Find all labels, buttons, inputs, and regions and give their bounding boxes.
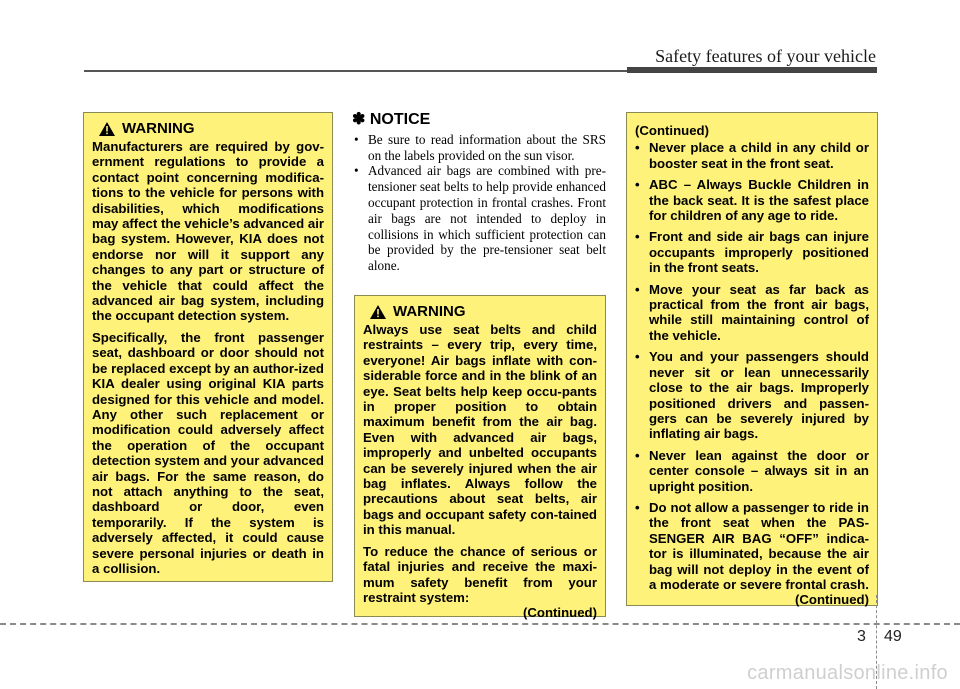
- warning-list: [635, 140, 869, 592]
- notice-list: [352, 132, 606, 274]
- warning-title: WARNING: [122, 120, 195, 138]
- warning-box-right: [626, 112, 878, 606]
- warning-paragraph: Manufacturers are required by gov-ernment regulations to provide a contact point concerning modifica-tions to the vehicle for persons with disabilities, which modifications may affect the vehicle’s advanced air bag system. However, KIA does not endorse nor will it support any changes to any part or structure of the vehicle that could affect the advanced air bag system, including the occupant detection system.: [92, 139, 324, 324]
- header-bar: [627, 67, 877, 73]
- notice-item: • Be sure to read information about the SRS on the labels provided on the sun visor.: [352, 132, 606, 164]
- warning-box-left: [83, 112, 333, 582]
- warning-paragraph: Always use seat belts and child restraints – every trip, every time, everyone! Air bags inflate with con-siderable force and in the blink of an eye. Seat belts help keep occu-pants in proper position to obtain maximum benefit from the air bag. Even with advanced air bags, improperly and unbelted occupants can be severely injured when the air bag inflates. Always follow the precautions about seat belts, air bags and occupant safety con-tained in this manual.: [363, 322, 597, 538]
- continued-label: (Continued): [523, 605, 597, 621]
- notice-title: ✽ NOTICE: [352, 111, 431, 128]
- warning-heading: [369, 304, 597, 320]
- warning-paragraph: Specifically, the front passenger seat, dashboard or door should not be replaced except by an author-ized KIA dealer using original KIA parts designed for this vehicle and model. Any other such replacement or modification could adversely affect the operation of the occupant detection system and your advanced air bags. For the same reason, do not attach anything to the seat, dashboard or door, even temporarily. If the system is adversely affected, it could cause severe personal injuries or death in a collision.: [92, 329, 324, 576]
- warning-paragraph: To reduce the chance of serious or fatal injuries and receive the maxi-mum safety benefit from your restraint system:: [363, 543, 597, 605]
- warning-list-item: • Move your seat as far back as practical from the front air bags, while still maintaining control of the vehicle.: [635, 282, 869, 344]
- continued-label: (Continued): [795, 592, 869, 608]
- warning-list-item: • You and your passengers should never sit or lean unnecessarily close to the air bags. Improperly positioned drivers and passen-gers can be severely injured by inflating air bags.: [635, 349, 869, 441]
- warning-heading: [98, 121, 324, 137]
- warning-box-middle: [354, 295, 606, 621]
- watermark: carmanualsonline.info: [747, 662, 948, 684]
- footer-rule: [0, 623, 960, 625]
- section-title: Safety features of your vehicle: [655, 46, 876, 66]
- header-rule: [84, 70, 627, 72]
- warning-list-item: • Do not allow a passenger to ride in the front seat when the PAS-SENGER AIR BAG “OFF” indica-tor is illuminated, because the air bag will not deploy in the event of a moderate or severe frontal crash.: [635, 500, 869, 592]
- warning-list-item: • Front and side air bags can injure occupants improperly positioned in the front seats.: [635, 229, 869, 275]
- warning-list-item: • Never place a child in any child or booster seat in the front seat.: [635, 140, 869, 171]
- warning-triangle-icon: [369, 304, 387, 320]
- warning-title: WARNING: [393, 303, 466, 321]
- notice-item: • Advanced air bags are combined with pre-tensioner seat belts to help provide enhanced occupant protection in frontal crashes. Front air bags are not intended to deploy in collisions in which sufficient protection can be provided by the pre-tensioner seat belt alone.: [352, 163, 606, 274]
- notice-section: [352, 112, 606, 274]
- warning-list-item: • ABC – Always Buckle Children in the back seat. It is the safest place for children of any age to ride.: [635, 177, 869, 223]
- continued-label: (Continued): [635, 123, 709, 138]
- page-number: 49: [884, 628, 902, 645]
- warning-list-item: • Never lean against the door or center console – always sit in an upright position.: [635, 448, 869, 494]
- warning-triangle-icon: [98, 121, 116, 137]
- chapter-number: 3: [857, 628, 866, 645]
